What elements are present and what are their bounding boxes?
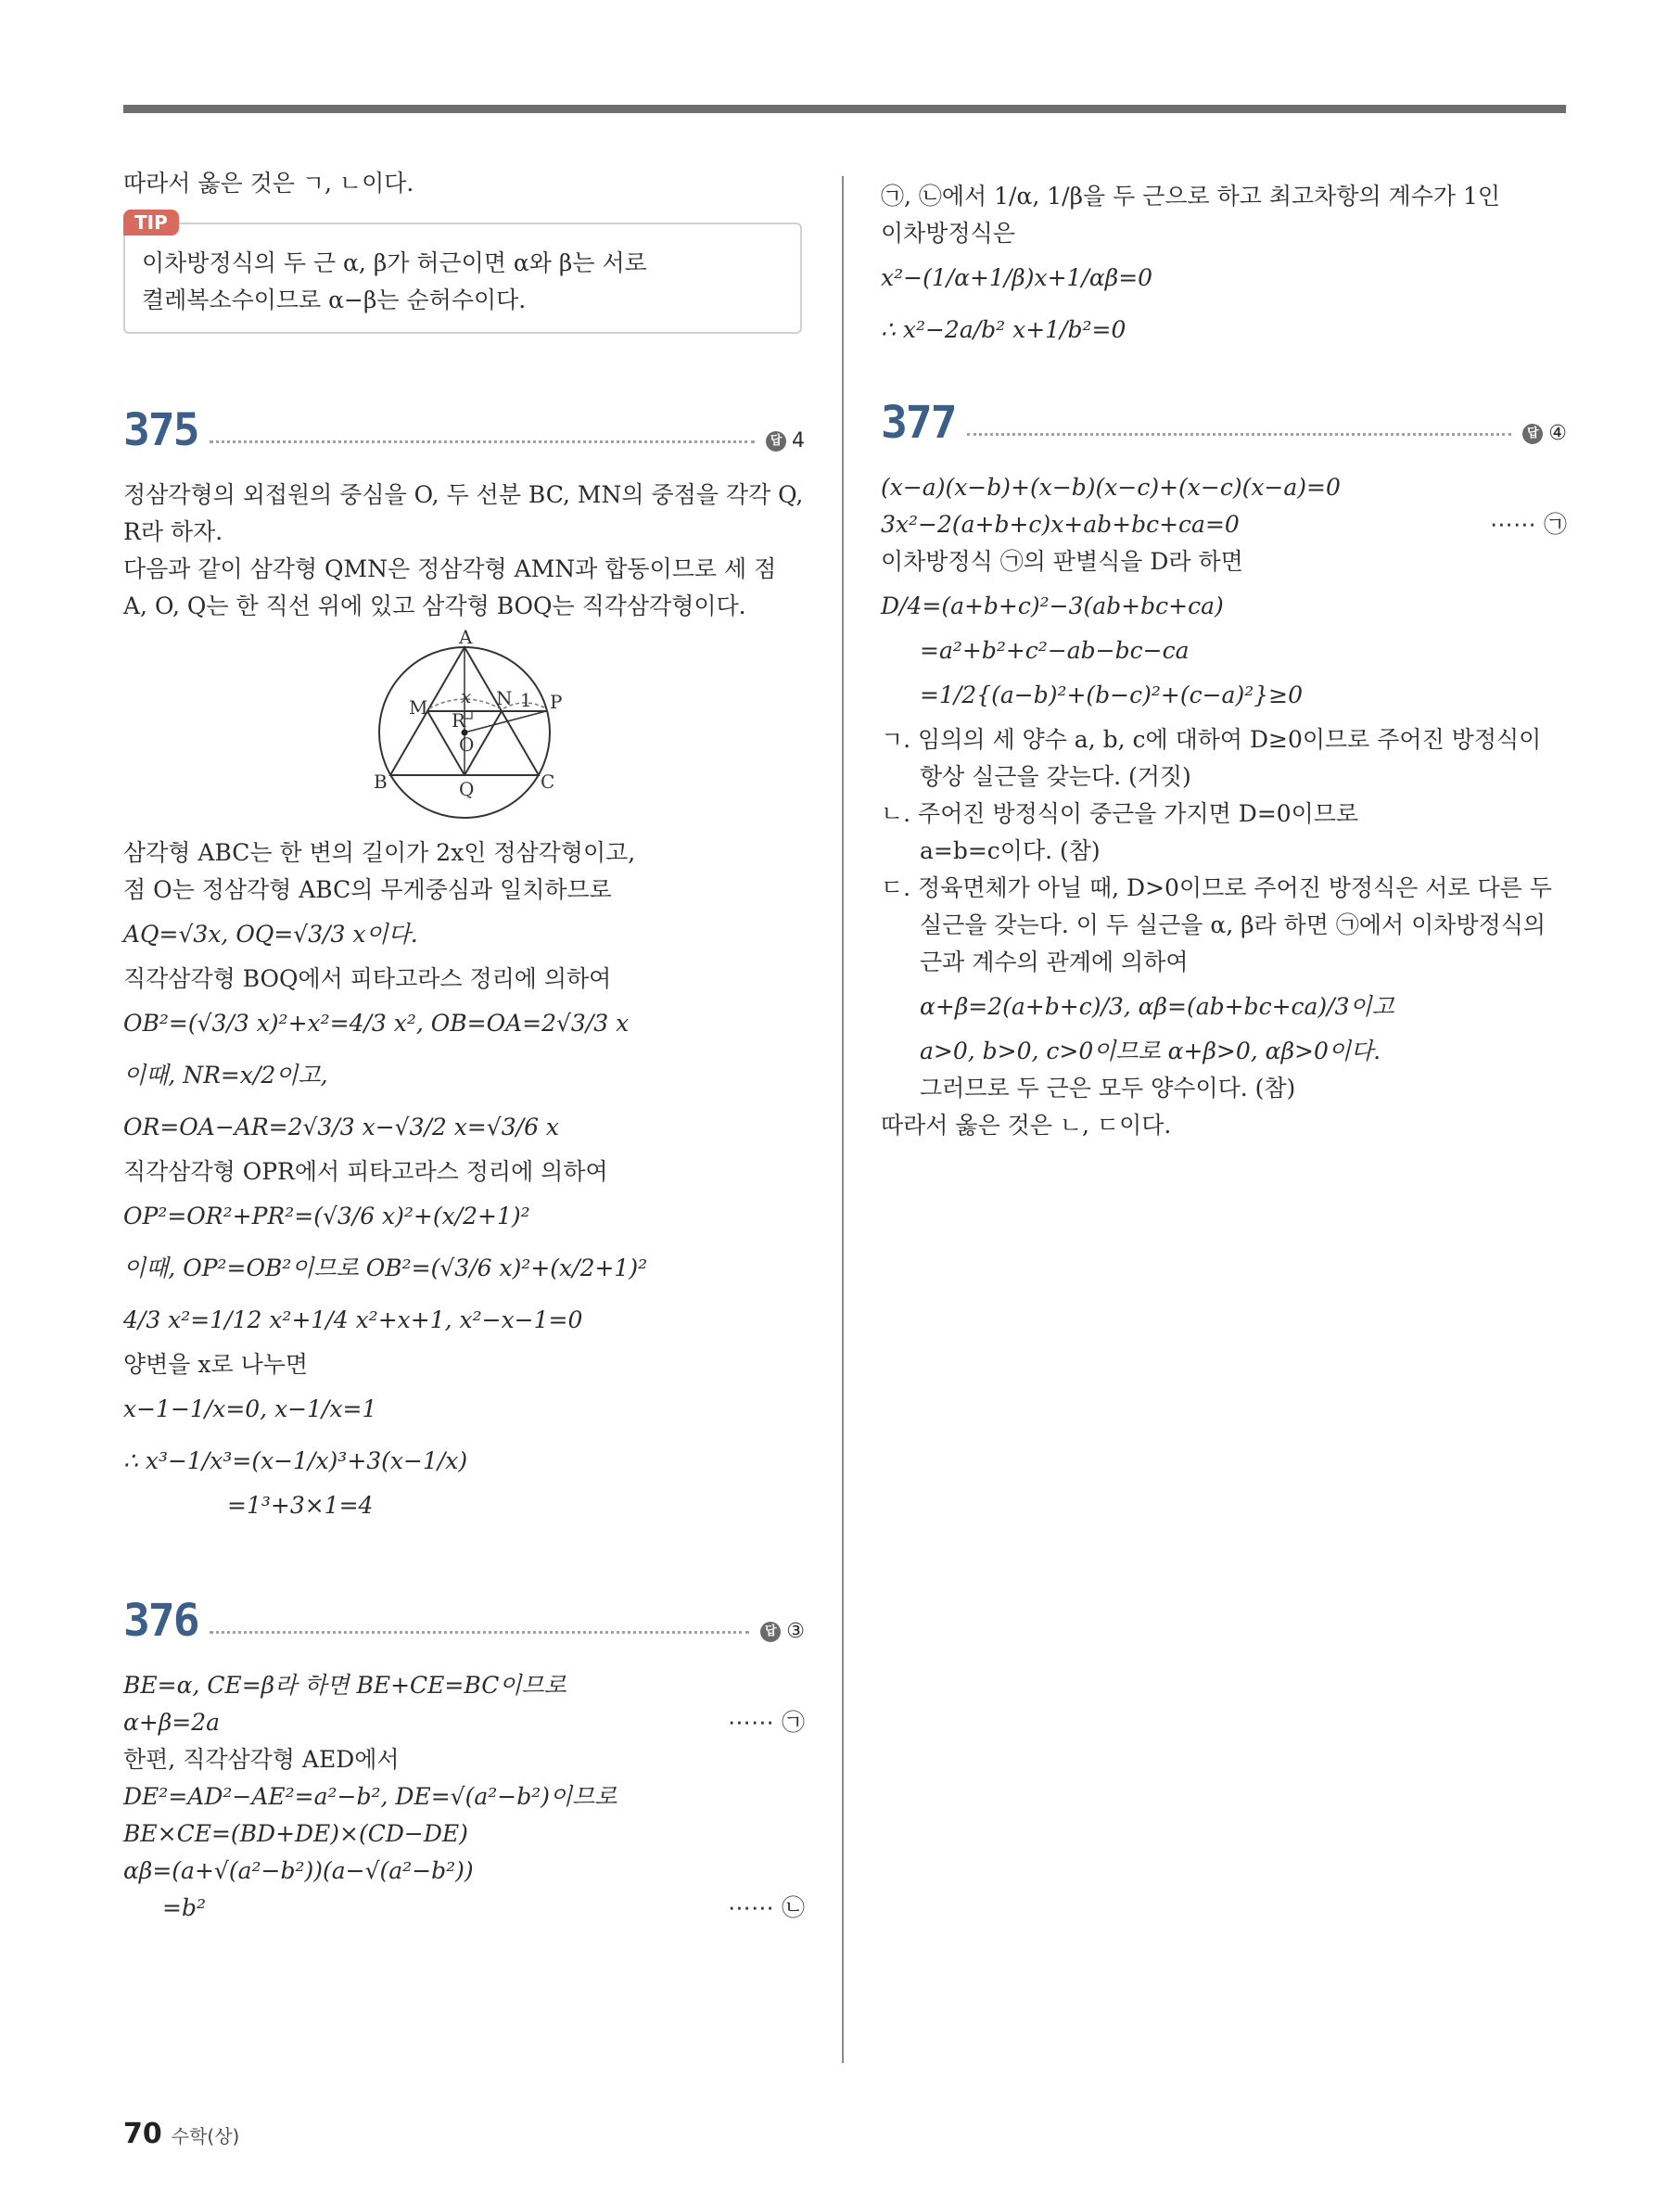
equation: αβ=(a+√(a²−b²))(a−√(a²−b²)) (123, 1857, 474, 1884)
equation: (x−a)(x−b)+(x−b)(x−c)+(x−c)(x−a)=0 (881, 474, 1341, 501)
statement-line: 항상 실근을 갖는다. (거짓) (920, 763, 1191, 790)
equation: =1³+3×1=4 (227, 1492, 374, 1519)
label-r: R (451, 709, 465, 732)
equation: BE×CE=(BD+DE)×(CD−DE) (123, 1820, 468, 1847)
column-divider (842, 176, 844, 2063)
conclusion-text: 따라서 옳은 것은 ㄴ, ㄷ이다. (881, 1112, 1172, 1139)
label-c: C (540, 771, 554, 793)
body-line: 점 O는 정삼각형 ABC의 무게중심과 일치하므로 (123, 876, 612, 903)
equation: 3x²−2(a+b+c)x+ab+bc+ca=0 (881, 511, 1240, 538)
equation: x−1−1/x=0, x−1/x=1 (123, 1395, 377, 1422)
label-p: P (549, 691, 562, 713)
answer-indicator (1522, 422, 1567, 445)
body-line: 이차방정식은 (881, 220, 1015, 247)
equation: a>0, b>0, c>0이므로 α+β>0, αβ>0이다. (920, 1038, 1381, 1064)
label-a: A (458, 629, 472, 648)
equation: 이때, NR=x/2이고, (123, 1062, 328, 1089)
answer-icon: 답 (760, 1622, 781, 1642)
equation-tag: ⋯⋯ ㉡ (728, 1894, 805, 1921)
tip-box (123, 211, 802, 334)
problem-number: 376 (123, 1595, 198, 1647)
equation: OB²=(√3/3 x)²+x²=4/3 x², OB=OA=2√3/3 x (123, 1010, 630, 1037)
answer-value: ④ (1548, 422, 1567, 445)
tip-label: TIP (123, 210, 179, 236)
tagged-equation (881, 506, 1567, 543)
right-column (881, 178, 1567, 1144)
equation: 4/3 x²=1/12 x²+1/4 x²+x+1, x²−x−1=0 (123, 1306, 583, 1333)
label-x: x (460, 685, 471, 707)
problem-375-header (123, 404, 805, 456)
segment-op (465, 711, 546, 732)
intro-line: A, O, Q는 한 직선 위에 있고 삼각형 BOQ는 직각삼각형이다. (123, 592, 746, 619)
statement-line: ㄴ. 주어진 방정식이 중근을 가지면 D=0이므로 (881, 800, 1359, 827)
body-line: 삼각형 ABC는 한 변의 길이가 2x인 정삼각형이고, (123, 839, 636, 866)
statement-line: a=b=c이다. (참) (920, 837, 1101, 864)
equation: =b² (162, 1894, 206, 1921)
equation: α+β=2a (123, 1709, 221, 1736)
equation-tag: ⋯⋯ ㉠ (1490, 511, 1567, 538)
problem-number: 377 (881, 397, 956, 449)
body-line: 양변을 x로 나누면 (123, 1351, 309, 1378)
left-column (123, 165, 805, 1927)
intro-line: R라 하자. (123, 518, 223, 545)
statement-line: 근과 계수의 관계에 의하여 (920, 949, 1189, 975)
answer-value: 4 (792, 429, 805, 452)
body-line: 직각삼각형 BOQ에서 피타고라스 정리에 의하여 (123, 965, 612, 992)
problem-376-header (123, 1595, 805, 1647)
equation: ∴ x³−1/x³=(x−1/x)³+3(x−1/x) (123, 1447, 468, 1474)
page-footer (123, 2118, 239, 2150)
equation: 이때, OP²=OB²이므로 OB²=(√3/6 x)²+(x/2+1)² (123, 1255, 648, 1281)
triangle-circle-figure (123, 629, 805, 827)
equation: AQ=√3x, OQ=√3/3 x이다. (123, 921, 418, 948)
body-line: 한편, 직각삼각형 AED에서 (123, 1746, 400, 1773)
statement-line: ㄷ. 정육면체가 아닐 때, D>0이므로 주어진 방정식은 서로 다른 두 (881, 874, 1552, 901)
equation: OP²=OR²+PR²=(√3/6 x)²+(x/2+1)² (123, 1203, 530, 1229)
tagged-equation (123, 1704, 805, 1741)
conclusion-text: 따라서 옳은 것은 ㄱ, ㄴ이다. (123, 170, 414, 197)
label-one: 1 (519, 689, 532, 711)
label-n: N (495, 687, 512, 709)
label-m: M (408, 696, 427, 719)
problem-number: 375 (123, 404, 198, 456)
intro-line: 다음과 같이 삼각형 QMN은 정삼각형 AMN과 합동이므로 세 점 (123, 555, 777, 582)
equation: x²−(1/α+1/β)x+1/αβ=0 (881, 264, 1153, 291)
book-title: 수학(상) (171, 2125, 240, 2147)
equation-tag: ⋯⋯ ㉠ (728, 1709, 805, 1736)
body-line: 이차방정식 ㉠의 판별식을 D라 하면 (881, 548, 1243, 575)
answer-icon: 답 (1522, 424, 1543, 444)
answer-indicator (766, 429, 805, 452)
equation: =a²+b²+c²−ab−bc−ca (920, 637, 1190, 664)
tip-line: 이차방정식의 두 근 α, β가 허근이면 α와 β는 서로 (142, 249, 647, 276)
geometry-diagram (344, 629, 585, 823)
answer-icon: 답 (766, 431, 786, 452)
intro-line: 정삼각형의 외접원의 중심을 O, 두 선분 BC, MN의 중점을 각각 Q, (123, 481, 804, 508)
equation: =1/2{(a−b)²+(b−c)²+(c−a)²}≥0 (920, 682, 1303, 708)
label-q: Q (458, 778, 474, 800)
equation: ∴ x²−2a/b² x+1/b²=0 (881, 316, 1126, 343)
top-rule (123, 105, 1566, 113)
label-o: O (458, 733, 474, 756)
label-b: B (373, 771, 388, 793)
page-number: 70 (123, 2118, 162, 2150)
statement-line: 그러므로 두 근은 모두 양수이다. (참) (920, 1075, 1296, 1102)
body-line: ㉠, ㉡에서 1/α, 1/β을 두 근으로 하고 최고차항의 계수가 1인 (881, 183, 1501, 210)
dotted-leader (210, 440, 755, 443)
equation: α+β=2(a+b+c)/3, αβ=(ab+bc+ca)/3이고 (920, 993, 1394, 1020)
equation: OR=OA−AR=2√3/3 x−√3/2 x=√3/6 x (123, 1114, 560, 1140)
tip-line: 켤레복소수이므로 α−β는 순허수이다. (142, 287, 527, 313)
equation: DE²=AD²−AE²=a²−b², DE=√(a²−b²)이므로 (123, 1783, 617, 1810)
dotted-leader (967, 433, 1512, 436)
answer-indicator (760, 1620, 805, 1643)
tagged-equation (123, 1890, 805, 1927)
right-angle-mark (465, 711, 472, 719)
answer-value: ③ (786, 1620, 805, 1643)
equation: D/4=(a+b+c)²−3(ab+bc+ca) (881, 592, 1224, 619)
statement-line: ㄱ. 임의의 세 양수 a, b, c에 대하여 D≥0이므로 주어진 방정식이 (881, 726, 1542, 753)
problem-377-header (881, 397, 1567, 449)
body-line: 직각삼각형 OPR에서 피타고라스 정리에 의하여 (123, 1158, 608, 1185)
statement-line: 실근을 갖는다. 이 두 실근을 α, β라 하면 ㉠에서 이차방정식의 (920, 911, 1546, 938)
dotted-leader (210, 1631, 750, 1634)
equation: BE=α, CE=β라 하면 BE+CE=BC이므로 (123, 1672, 566, 1699)
